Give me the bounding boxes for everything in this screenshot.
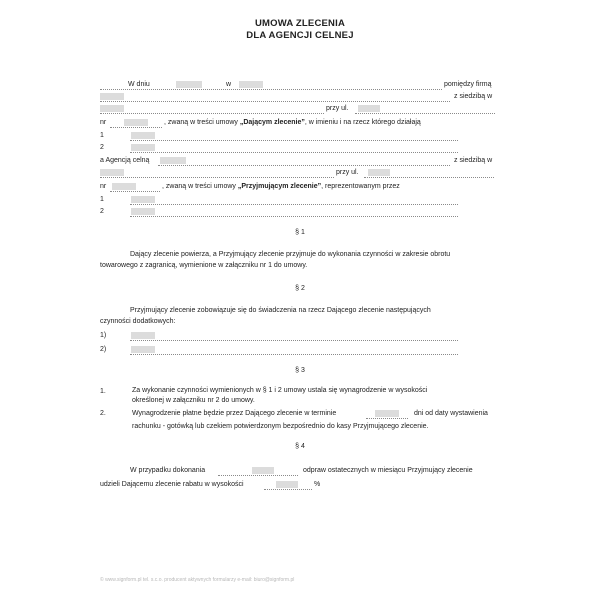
label-w-dniu: W dniu <box>128 81 150 88</box>
section-2-text-b: czynności dodatkowych: <box>100 318 176 325</box>
section-2-text-a: Przyjmujący zlecenie zobowiązuje się do świadczenia na rzecz Dającego zlecenie następujących <box>130 307 431 314</box>
label-nr-2: nr <box>100 183 107 190</box>
section-3-p2-a2: dni od daty wystawienia <box>414 410 488 417</box>
number-field[interactable] <box>124 119 148 126</box>
row-line <box>130 152 458 153</box>
section-3-number-2: 2. <box>100 410 106 417</box>
place-field[interactable] <box>239 81 263 88</box>
row-line <box>130 216 458 217</box>
label-z-siedziba-2: z siedzibą w <box>454 157 493 164</box>
rep-2-field[interactable] <box>131 144 155 151</box>
section-4-b1: udzieli Dającemu zlecenie rabatu w wysokości <box>100 481 244 488</box>
label-przy-ul-2: przy ul. <box>336 169 359 176</box>
item-2-field[interactable] <box>131 346 155 353</box>
section-3-p2-a1: Wynagrodzenie płatne będzie przez Dającego zlecenie w terminie <box>132 410 337 417</box>
row-line <box>218 475 298 476</box>
row-line <box>355 113 495 114</box>
section-1-text-b: towarowego z zagranicą, wymienione w załączniku nr 1 do umowy. <box>100 262 308 269</box>
section-3-p1-a: Za wykonanie czynności wymienionych w § 1 i 2 umowy ustala się wynagrodzenie w wysokości <box>132 387 428 394</box>
label-agencja: a Agencją celną <box>100 157 150 164</box>
date-field[interactable] <box>176 81 202 88</box>
street-field[interactable] <box>358 105 380 112</box>
row-line <box>366 418 408 419</box>
row-line <box>100 89 442 90</box>
agency-rep-1-field[interactable] <box>131 196 155 203</box>
section-3-heading: § 3 <box>295 367 305 374</box>
agency-field[interactable] <box>160 157 186 164</box>
row-line <box>364 177 494 178</box>
row-line <box>130 140 458 141</box>
row-line <box>100 177 334 178</box>
footer-credit: © www.signform.pl tel. s.c.o. producent aktywnych formularzy e-mail: biuro@signform.pl <box>100 577 295 583</box>
item-1-field[interactable] <box>131 332 155 339</box>
row-line <box>130 354 458 355</box>
company-field[interactable] <box>100 93 124 100</box>
agency-number-field[interactable] <box>112 183 136 190</box>
discount-field[interactable] <box>276 481 298 488</box>
section-4-a1: W przypadku dokonania <box>130 467 206 474</box>
rep-1-field[interactable] <box>131 132 155 139</box>
item-2-number: 2) <box>100 346 107 353</box>
label-pomiedzy-firma: pomiędzy firmą <box>444 81 492 88</box>
row-line <box>264 489 312 490</box>
row-line <box>110 127 162 128</box>
payment-days-field[interactable] <box>375 410 399 417</box>
item-1-number: 1) <box>100 332 107 339</box>
clearances-field[interactable] <box>252 467 274 474</box>
dajacy-clause: , zwaną w treści umowy „Dającym zlecenie”, w imieniu i na rzecz którego działają <box>164 119 421 126</box>
title-line-2: DLA AGENCJI CELNEJ <box>246 30 354 41</box>
agency-street-field[interactable] <box>368 169 390 176</box>
agency-rep-number-2: 2 <box>100 208 104 215</box>
row-line <box>110 191 160 192</box>
section-1-text-a: Dający zlecenie powierza, a Przyjmujący zlecenie przyjmuje do wykonania czynności w zakresie obrotu <box>130 251 451 258</box>
rep-number-2: 2 <box>100 144 104 151</box>
percent-sign: % <box>314 481 321 488</box>
city-field[interactable] <box>100 105 124 112</box>
row-line <box>158 165 450 166</box>
section-3-p2-b: rachunku - gotówką lub czekiem potwierdzonym bezpośrednio do kasy Przyjmującego zlecenie. <box>132 423 429 430</box>
agency-rep-2-field[interactable] <box>131 208 155 215</box>
section-4-a2: odpraw ostatecznych w miesiącu Przyjmujący zlecenie <box>303 467 473 474</box>
row-line <box>100 101 450 102</box>
row-line <box>130 340 458 341</box>
rep-number-1: 1 <box>100 132 104 139</box>
section-2-heading: § 2 <box>295 285 305 292</box>
label-nr: nr <box>100 119 107 126</box>
section-1-heading: § 1 <box>295 229 305 236</box>
agency-rep-number-1: 1 <box>100 196 104 203</box>
row-line <box>100 113 324 114</box>
label-w: w <box>226 81 232 88</box>
section-3-number-1: 1. <box>100 388 106 395</box>
row-line <box>130 204 458 205</box>
przyjmujacy-clause: , zwaną w treści umowy „Przyjmującym zlecenie”, reprezentowanym przez <box>162 183 400 190</box>
label-z-siedziba: z siedzibą w <box>454 93 493 100</box>
section-3-p1-b: określonej w załączniku nr 2 do umowy. <box>132 397 255 404</box>
section-4-heading: § 4 <box>295 443 305 450</box>
title-line-1: UMOWA ZLECENIA <box>254 18 346 29</box>
label-przy-ul: przy ul. <box>326 105 349 112</box>
agency-city-field[interactable] <box>100 169 124 176</box>
